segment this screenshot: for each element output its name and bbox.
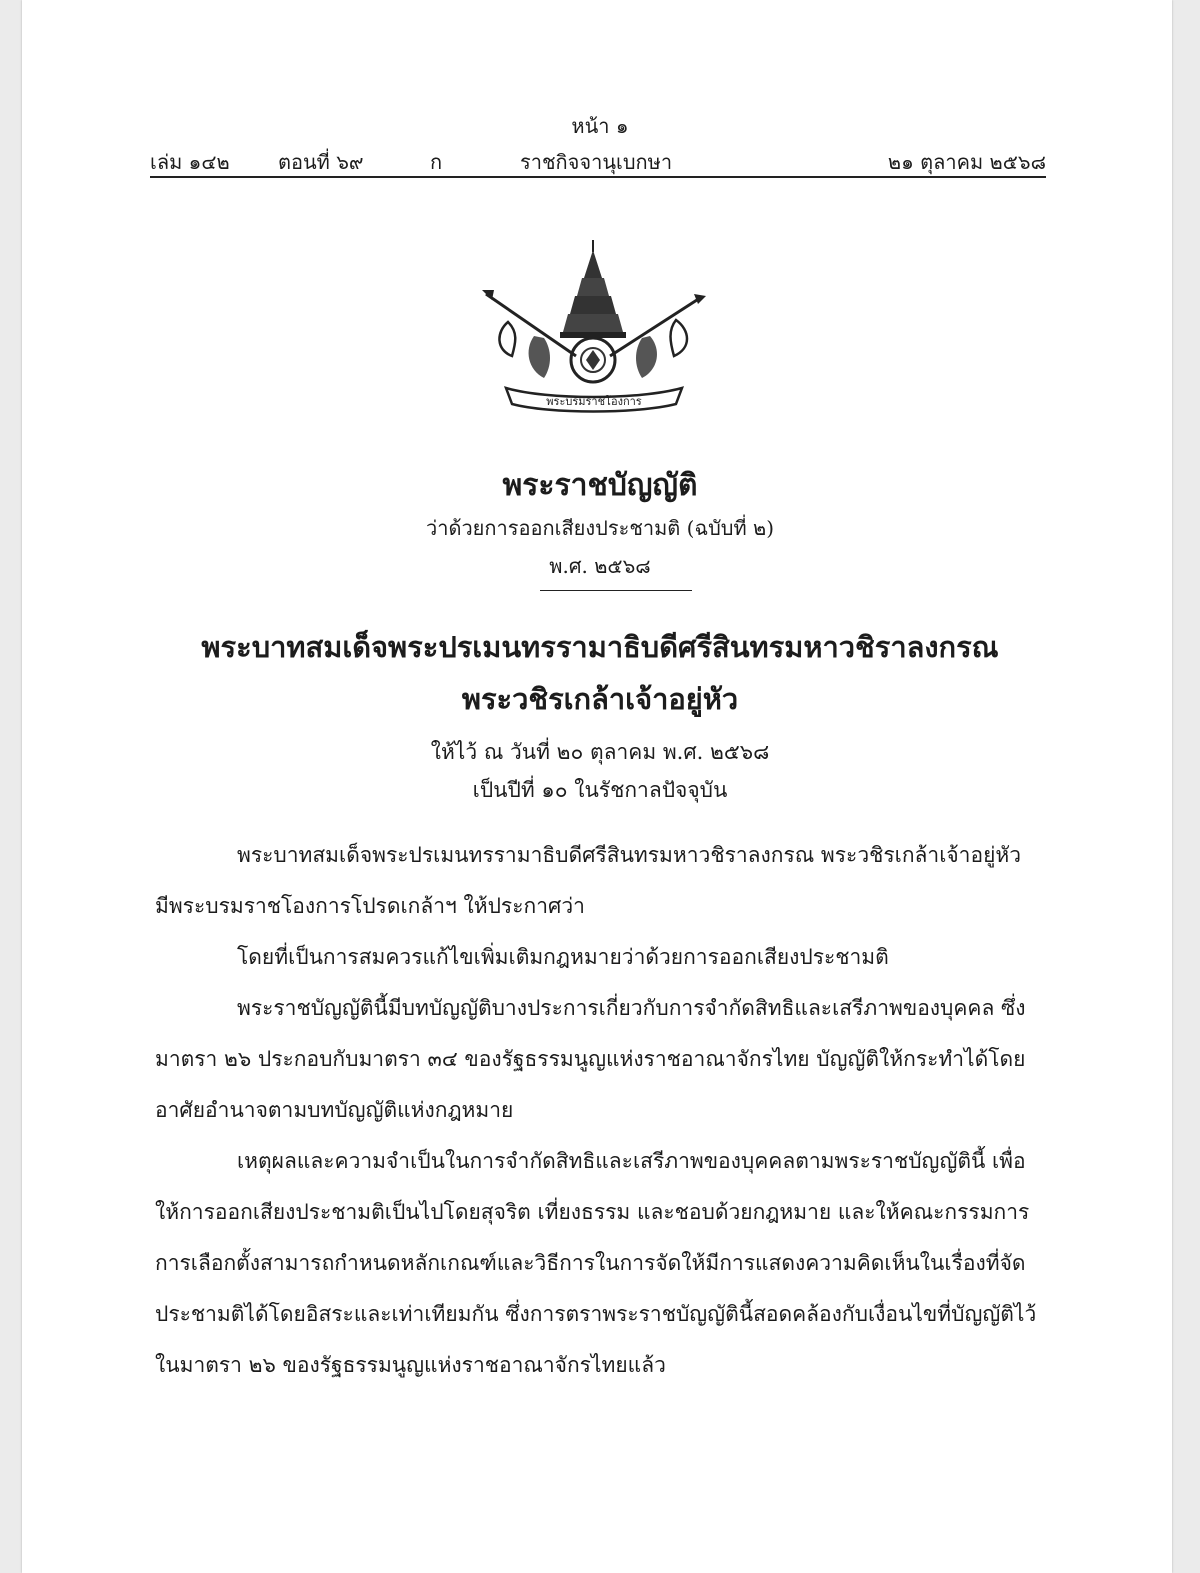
king-name-line2: พระวชิรเกล้าเจ้าอยู่หัว [461,682,739,716]
preamble-paragraph: พระราชบัญญัตินี้มีบทบัญญัติบางประการเกี่ยวกับการจำกัดสิทธิและเสรีภาพของบุคคล ซึ่งมาตรา ๒๖ ประกอบกับมาตรา ๓๔ ของรัฐธรรมนูญแห่งราชอาณาจักรไทย บัญญัติให้กระทำได้โดยอาศัยอำนาจตามบทบัญญัติแห่งกฎหมาย [155,996,1026,1122]
preamble-paragraph: โดยที่เป็นการสมควรแก้ไขเพิ่มเติมกฎหมายว่าด้วยการออกเสียงประชามติ [237,945,889,969]
page-number: หน้า ๑ [571,114,629,138]
act-subtitle: ว่าด้วยการออกเสียงประชามติ (ฉบับที่ ๒) [426,516,774,540]
act-title: พระราชบัญญัติ [502,468,698,503]
title-divider [540,590,692,591]
section-label: ก [430,150,443,174]
preamble-body [155,830,1039,1391]
act-year: พ.ศ. ๒๕๖๘ [549,554,651,578]
gazette-header [150,142,1046,178]
given-date: ให้ไว้ ณ วันที่ ๒๐ ตุลาคม พ.ศ. ๒๕๖๘ [430,740,770,764]
publication-date: ๒๑ ตุลาคม ๒๕๖๘ [887,150,1046,174]
volume-label: เล่ม ๑๔๒ [150,150,230,174]
gazette-name: ราชกิจจานุเบกษา [520,150,673,174]
issue-label: ตอนที่ ๖๙ [278,150,364,174]
preamble-paragraph: พระบาทสมเด็จพระปรเมนทรรามาธิบดีศรีสินทรมหาวชิราลงกรณ พระวชิรเกล้าเจ้าอยู่หัว มีพระบรมราชโองการโปรดเกล้าฯ ให้ประกาศว่า [155,843,1022,918]
reign-year: เป็นปีที่ ๑๐ ในรัชกาลปัจจุบัน [472,778,728,802]
preamble-paragraph: เหตุผลและความจำเป็นในการจำกัดสิทธิและเสรีภาพของบุคคลตามพระราชบัญญัตินี้ เพื่อให้การออกเสียงประชามติเป็นไปโดยสุจริต เที่ยงธรรม และชอบด้วยกฎหมาย และให้คณะกรรมการการเลือกตั้งสามารถกำหนดหลักเกณฑ์และวิธีการในการจัดให้มีการแสดงความคิดเห็นในเรื่องที่จัดประชามติได้โดยอิสระและเท่าเทียมกัน ซึ่งการตราพระราชบัญญัตินี้สอดคล้องกับเงื่อนไขที่บัญญัติไว้ในมาตรา ๒๖ ของรัฐธรรมนูญแห่งราชอาณาจักรไทยแล้ว [155,1149,1037,1377]
royal-emblem-icon [478,238,708,418]
emblem-ribbon-text: พระบรมราชโองการ [546,395,642,408]
king-name-line1: พระบาทสมเด็จพระปรเมนทรรามาธิบดีศรีสินทรมหาวชิราลงกรณ [201,630,999,664]
